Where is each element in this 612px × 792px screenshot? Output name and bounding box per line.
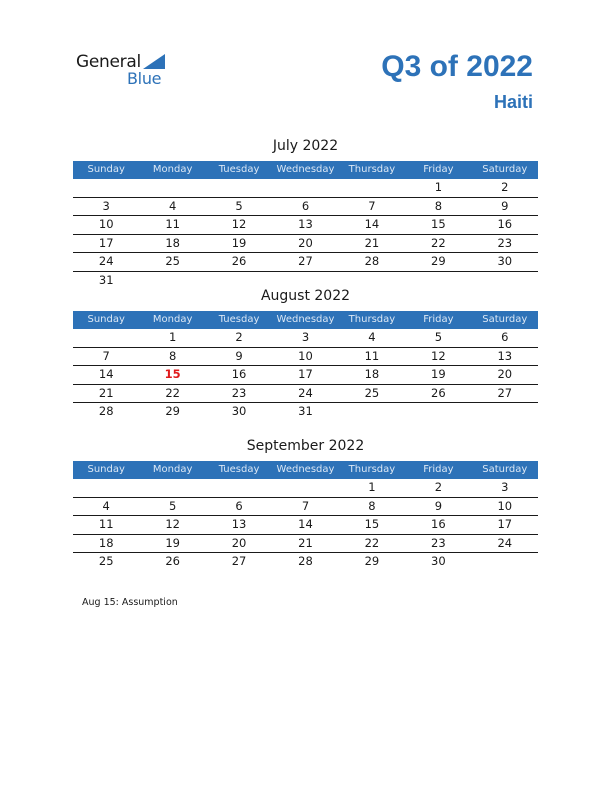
day-cell: 15 [431,217,446,231]
weekday-label: Sunday [87,314,125,325]
day-cell: 22 [364,535,380,550]
day-cell: 5 [235,198,243,213]
month-title: September 2022 [246,438,365,454]
day-cell: 15 [164,367,181,381]
day-cell: 24 [497,535,513,550]
day-cell: 9 [434,498,443,513]
day-cell: 25 [364,385,380,400]
day-cell: 1 [434,180,443,194]
day-cell: 5 [168,498,177,513]
day-cell: 15 [364,517,380,531]
weekday-label: Tuesday [218,164,260,175]
weekday-label: Saturday [482,164,528,175]
day-cell: 30 [497,254,513,268]
weekday-label: Saturday [482,464,528,475]
day-cell: 2 [235,330,243,344]
month-august [73,287,538,421]
week-row [73,479,538,498]
week-row [73,498,538,517]
logo-text-general: General [76,52,141,72]
day-cell: 13 [497,348,513,363]
day-cell: 26 [165,554,180,568]
day-cell: 7 [368,198,376,213]
day-cell: 4 [368,330,376,344]
week-row [73,553,538,571]
day-cell: 7 [301,498,310,513]
day-cell: 20 [298,235,313,250]
day-cell: 31 [298,404,313,418]
day-cell: 18 [364,367,380,381]
day-cell: 30 [431,554,446,568]
day-cell: 18 [98,535,114,550]
week-row [73,348,538,367]
day-cell: 11 [364,348,380,363]
day-cell: 9 [501,198,509,213]
empty-day-cell [272,179,338,197]
day-cell: 2 [501,180,509,194]
empty-day-cell [206,179,272,197]
logo-triangle-icon [143,54,165,69]
day-cell: 26 [431,385,446,400]
day-cell: 20 [231,535,247,550]
empty-day-cell [339,403,405,421]
week-row [73,516,538,535]
empty-day-cell [73,329,139,347]
day-cell: 4 [102,498,110,513]
day-cell: 30 [231,404,247,418]
weekday-label: Thursday [348,464,396,475]
day-cell: 17 [98,235,114,250]
day-cell: 8 [368,498,376,513]
week-row [73,385,538,404]
day-cell: 12 [165,517,180,531]
day-cell: 23 [231,385,247,400]
day-cell: 6 [301,198,310,213]
empty-day-cell [139,479,205,497]
day-cell: 16 [431,517,446,531]
empty-day-cell [139,179,205,197]
day-cell: 31 [98,272,114,287]
day-cell: 12 [431,348,446,363]
day-cell: 29 [431,254,446,268]
weekday-label: Tuesday [218,464,260,475]
day-cell: 16 [231,367,247,381]
empty-day-cell [206,479,272,497]
day-cell: 13 [298,217,313,231]
week-row [73,329,538,348]
day-cell: 12 [231,217,247,231]
empty-day-cell [73,479,139,497]
day-cell: 10 [497,498,513,513]
day-cell: 14 [364,217,380,231]
weekday-label: Thursday [348,164,396,175]
day-cell: 25 [98,554,114,568]
day-cell: 23 [431,535,446,550]
page-title: Q3 of 2022 [381,50,533,83]
day-cell: 17 [298,367,313,381]
weekday-label: Friday [423,314,454,325]
day-cell: 28 [98,404,114,418]
weekday-label: Saturday [482,314,528,325]
weekday-label: Sunday [87,164,125,175]
day-cell: 3 [501,480,509,494]
day-cell: 22 [165,385,180,400]
weekday-label: Wednesday [276,464,335,475]
day-cell: 22 [431,235,446,250]
day-cell: 27 [298,254,313,268]
day-cell: 14 [298,517,313,531]
empty-day-cell [472,403,538,421]
weekday-label: Friday [423,464,454,475]
week-row [73,216,538,235]
generalblue-logo [76,52,186,92]
day-cell: 11 [165,217,180,231]
day-cell: 11 [98,517,114,531]
country-name: Haiti [493,92,533,112]
day-cell: 16 [497,217,513,231]
day-cell: 5 [434,330,443,344]
week-row [73,403,538,421]
day-cell: 10 [298,348,313,363]
day-cell: 23 [497,235,513,250]
month-july [73,137,538,289]
day-cell: 2 [434,480,443,494]
weekday-label: Tuesday [218,314,260,325]
day-cell: 4 [168,198,177,213]
weekday-label: Wednesday [276,164,335,175]
day-cell: 21 [98,385,114,400]
month-september [73,437,538,571]
empty-day-cell [472,553,538,571]
day-cell: 9 [235,348,243,363]
weekday-label: Monday [152,464,193,475]
weekday-header [73,461,538,479]
holiday-note: Aug 15: Assumption [82,597,178,608]
day-cell: 18 [165,235,180,250]
day-cell: 3 [301,330,310,344]
day-cell: 8 [434,198,443,213]
logo-text-blue: Blue [127,69,162,88]
day-cell: 27 [497,385,513,400]
weekday-label: Sunday [87,464,125,475]
day-cell: 29 [364,554,380,568]
week-row [73,253,538,272]
day-cell: 25 [165,254,180,268]
day-cell: 28 [364,254,380,268]
empty-day-cell [405,403,471,421]
day-cell: 14 [98,367,114,381]
day-cell: 6 [235,498,243,513]
weekday-label: Thursday [348,314,396,325]
week-row [73,535,538,554]
empty-day-cell [73,179,139,197]
weekday-label: Monday [152,164,193,175]
month-title: August 2022 [260,288,351,304]
day-cell: 24 [298,385,313,400]
day-cell: 7 [102,348,110,363]
day-cell: 27 [231,554,247,568]
weekday-label: Monday [152,314,193,325]
day-cell: 24 [98,254,114,268]
day-cell: 17 [497,517,513,531]
day-cell: 3 [102,198,110,213]
day-cell: 29 [165,404,180,418]
weekday-label: Wednesday [276,314,335,325]
week-row [73,366,538,385]
weekday-header [73,311,538,329]
day-cell: 20 [497,367,513,381]
week-row [73,179,538,198]
day-cell: 13 [231,517,247,531]
day-cell: 21 [364,235,380,250]
day-cell: 21 [298,535,313,550]
day-cell: 26 [231,254,247,268]
day-cell: 6 [501,330,509,344]
empty-day-cell [272,479,338,497]
weekday-header [73,161,538,179]
day-cell: 1 [368,480,376,494]
month-title: July 2022 [272,138,339,154]
day-cell: 8 [168,348,177,363]
week-row [73,235,538,254]
day-cell: 19 [231,235,247,250]
weekday-label: Friday [423,164,454,175]
empty-day-cell [339,179,405,197]
day-cell: 19 [165,535,180,550]
day-cell: 19 [431,367,446,381]
day-cell: 10 [98,217,114,231]
week-row [73,198,538,217]
day-cell: 28 [298,554,313,568]
day-cell: 1 [168,330,177,344]
